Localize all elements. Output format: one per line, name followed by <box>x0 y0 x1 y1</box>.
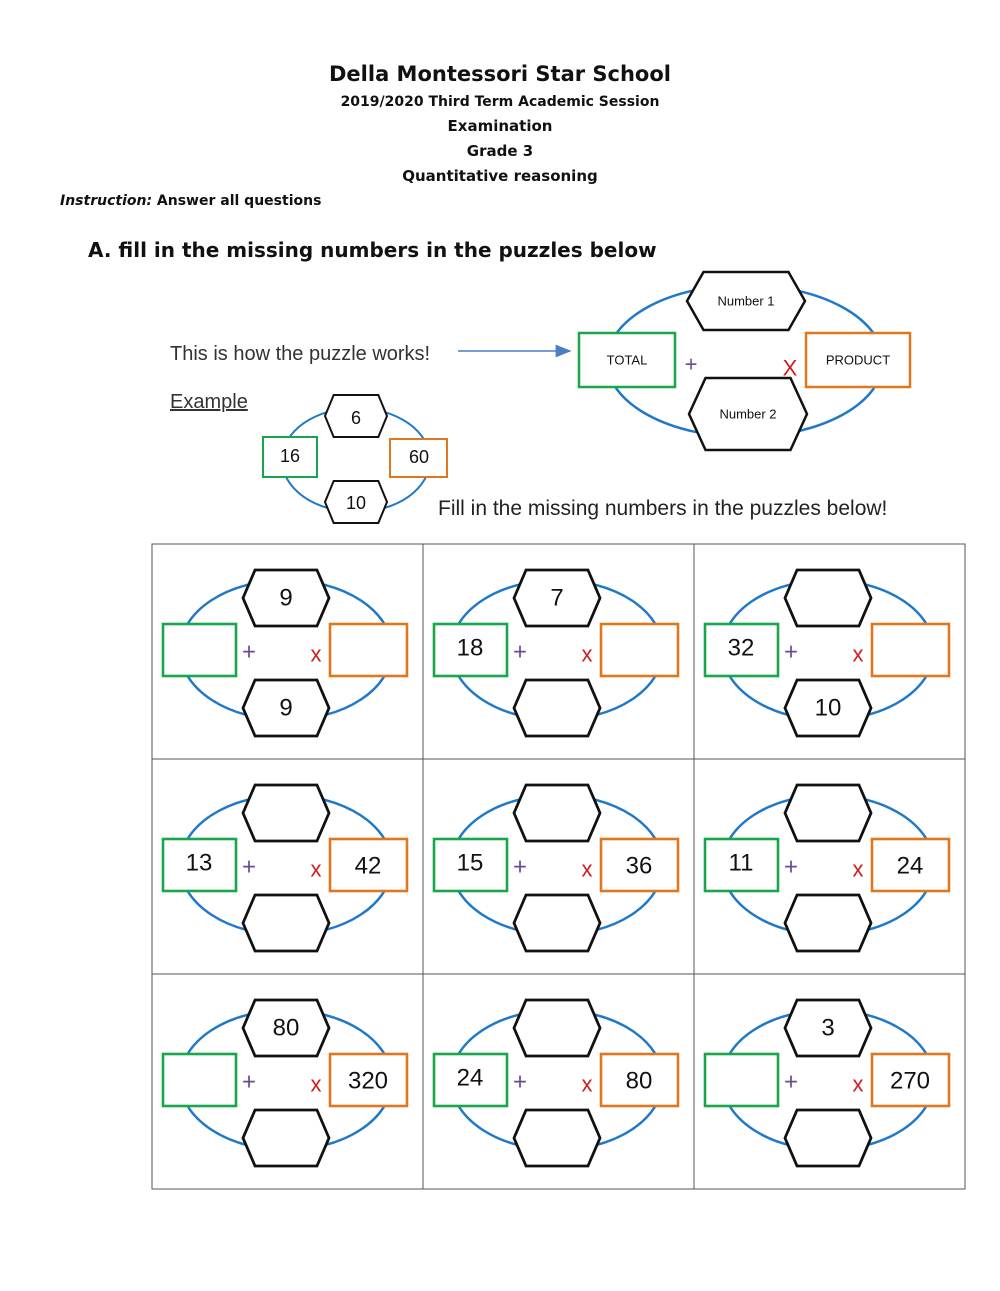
bottom-hexagon <box>514 680 600 736</box>
number1-label: Number 1 <box>717 293 775 309</box>
instruction-text: Answer all questions <box>156 193 322 209</box>
grid-border <box>152 544 965 1189</box>
total-box <box>163 1054 236 1106</box>
plus-sign: + <box>512 638 528 666</box>
total-box <box>163 624 236 676</box>
example-product-value: 60 <box>408 447 430 467</box>
puzzle-7 <box>163 1000 407 1166</box>
product-value: 320 <box>347 1067 389 1095</box>
plus-sign: + <box>684 351 698 377</box>
total-value: 24 <box>456 1064 484 1092</box>
times-sign: x <box>852 1071 864 1097</box>
top-hexagon <box>514 785 600 841</box>
top-hexagon <box>243 785 329 841</box>
times-sign: x <box>310 1071 322 1097</box>
top-hexagon <box>514 1000 600 1056</box>
top-value: 9 <box>279 584 293 612</box>
bottom-value: 10 <box>814 694 842 722</box>
product-box <box>601 624 678 676</box>
times-sign: X <box>782 355 798 381</box>
top-hexagon <box>785 570 871 626</box>
plus-sign: + <box>783 1068 799 1096</box>
number2-label: Number 2 <box>719 406 777 422</box>
plus-sign: + <box>783 853 799 881</box>
times-sign: x <box>581 1071 593 1097</box>
example-total-value: 16 <box>279 446 301 466</box>
product-box <box>872 624 949 676</box>
plus-sign: + <box>783 638 799 666</box>
product-label: PRODUCT <box>825 352 891 368</box>
exam-title: Examination <box>447 117 553 135</box>
plus-sign: + <box>512 1068 528 1096</box>
top-hexagon <box>785 785 871 841</box>
legend-puzzle <box>579 272 910 450</box>
bottom-hexagon <box>785 1110 871 1166</box>
top-value: 80 <box>272 1014 300 1042</box>
times-sign: x <box>310 856 322 882</box>
fill-instruction-text: Fill in the missing numbers in the puzzles below! <box>438 497 888 520</box>
total-value: 18 <box>456 634 484 662</box>
academic-session: 2019/2020 Third Term Academic Session <box>340 94 660 110</box>
times-sign: x <box>852 856 864 882</box>
plus-sign: + <box>241 853 257 881</box>
section-a-heading: A. fill in the missing numbers in the puzzles below <box>88 238 657 262</box>
total-value: 11 <box>728 849 754 877</box>
total-box <box>705 1054 778 1106</box>
bottom-hexagon <box>243 1110 329 1166</box>
product-value: 42 <box>354 852 382 880</box>
times-sign: x <box>581 641 593 667</box>
school-name: Della Montessori Star School <box>329 62 671 86</box>
puzzle-2 <box>434 570 678 736</box>
product-value: 36 <box>625 852 653 880</box>
times-sign: x <box>310 641 322 667</box>
puzzle-9 <box>705 1000 949 1166</box>
bottom-hexagon <box>514 895 600 951</box>
top-value: 7 <box>550 584 564 612</box>
puzzle-grid <box>152 544 965 1189</box>
total-value: 15 <box>456 849 484 877</box>
puzzle-6 <box>705 785 949 951</box>
product-value: 80 <box>625 1067 653 1095</box>
plus-sign: + <box>512 853 528 881</box>
bottom-hexagon <box>785 895 871 951</box>
example-top-value: 6 <box>350 408 362 428</box>
total-label: TOTAL <box>606 352 648 368</box>
bottom-hexagon <box>243 895 329 951</box>
subject-title: Quantitative reasoning <box>402 167 598 185</box>
top-value: 3 <box>821 1014 835 1042</box>
example-label: Example <box>170 391 248 413</box>
puzzle-1 <box>163 570 407 736</box>
puzzle-3 <box>705 570 949 736</box>
bottom-value: 9 <box>279 694 293 722</box>
times-sign: x <box>852 641 864 667</box>
plus-sign: + <box>241 1068 257 1096</box>
total-value: 13 <box>185 849 213 877</box>
total-value: 32 <box>727 634 755 662</box>
grade-level: Grade 3 <box>466 142 534 160</box>
times-sign: x <box>581 856 593 882</box>
how-it-works-text: This is how the puzzle works! <box>170 343 431 365</box>
product-value: 24 <box>896 852 924 880</box>
product-value: 270 <box>889 1067 931 1095</box>
example-puzzle <box>263 395 447 523</box>
puzzle-4 <box>163 785 407 951</box>
plus-sign: + <box>241 638 257 666</box>
bottom-hexagon <box>514 1110 600 1166</box>
instruction-label: Instruction: <box>60 193 153 209</box>
example-bottom-value: 10 <box>345 493 367 513</box>
puzzle-8 <box>434 1000 678 1166</box>
puzzle-5 <box>434 785 678 951</box>
product-box <box>330 624 407 676</box>
